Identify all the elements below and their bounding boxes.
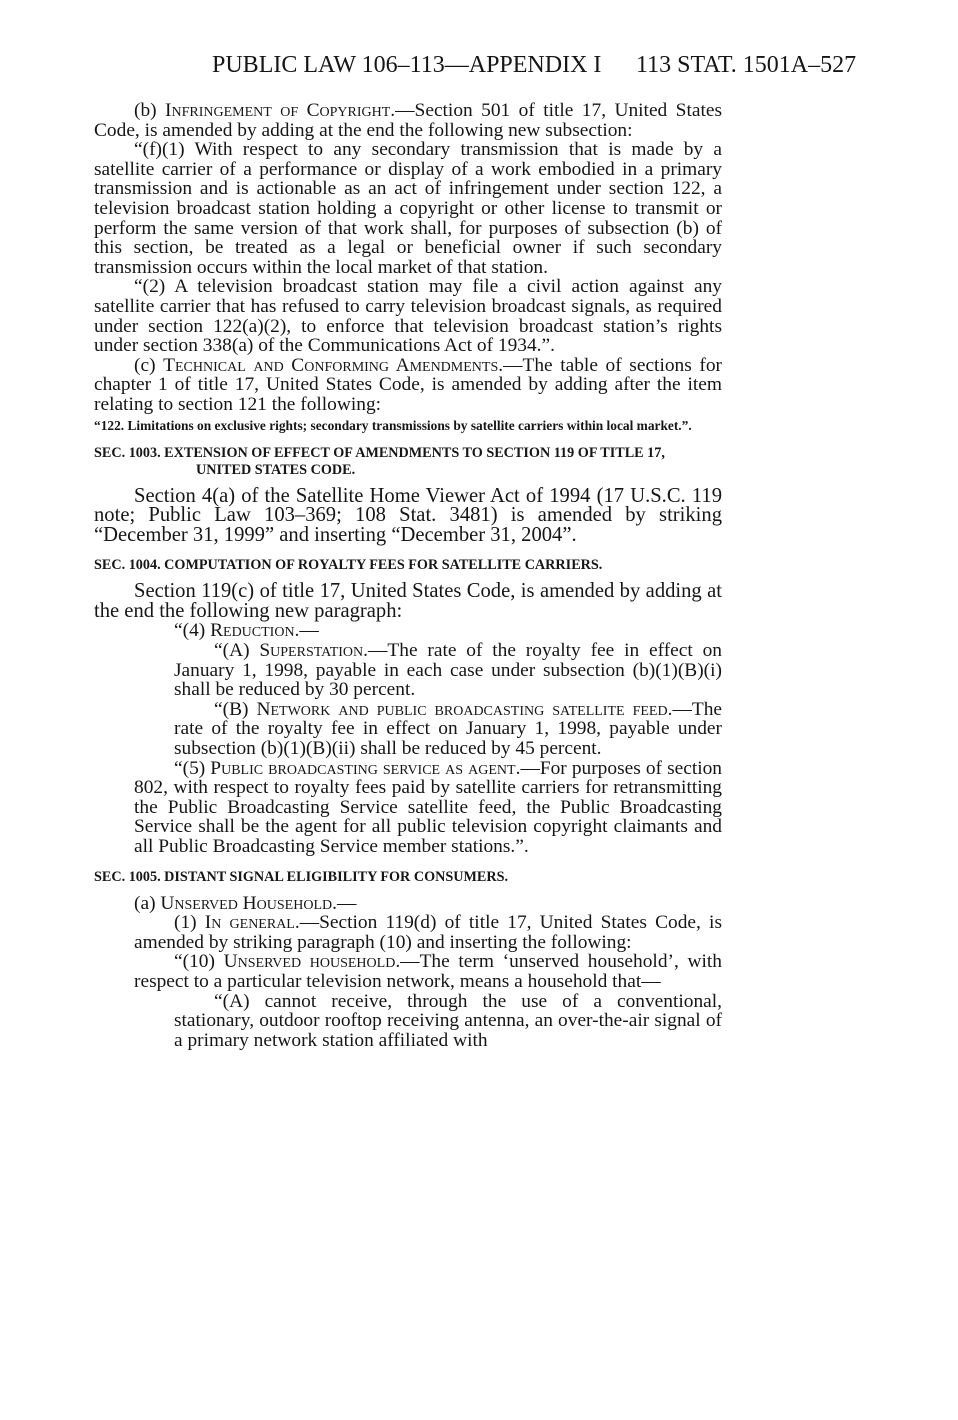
subparagraph-b-text: —The rate of the royalty fee in effect on January 1, 1998, payable under subsection (b)(1)(B)(ii) shall be reduced by 45 percent. bbox=[174, 698, 722, 760]
subsection-a-heading: Unserved Household. bbox=[160, 892, 337, 914]
section-1004-body: Section 119(c) of title 17, United States Code, is amended by adding at the end the following new paragraph: bbox=[94, 580, 722, 622]
subsection-b-label: (b) bbox=[134, 100, 166, 121]
subsection-c-label: (c) bbox=[134, 354, 164, 376]
new-subsection-f1-paragraph: “(f)(1) With respect to any secondary transmission that is made by a satellite carrier of a performance or display of a work embodied in a primary transmission and is actionable as an act of infringement under section 122, a television broadcast station holding a copyright or other license to transmit or perform the same version of that work shall, for purposes of subsection (b) of this section, be treated as a legal or beneficial owner if such secondary transmission occurs within the local market of that station. bbox=[94, 139, 722, 278]
subsection-b-heading: Infringement of Copyright. bbox=[165, 100, 396, 121]
subsection-c-heading: Technical and Conforming Amendments. bbox=[163, 354, 504, 376]
paragraph-4-heading: Reduction. bbox=[210, 620, 300, 642]
paragraph-5-pbs-agent bbox=[94, 759, 722, 857]
subparagraph-a-cannot-receive: “(A) cannot receive, through the use of a conventional, stationary, outdoor rooftop receiving antenna, an over-the-air signal of a primary network station affiliated with bbox=[174, 990, 722, 1051]
paragraph-4-label: “(4) bbox=[174, 620, 211, 642]
subsection-b-paragraph bbox=[94, 101, 722, 140]
subparagraph-a-superstation bbox=[94, 641, 722, 700]
subsection-a-label: (a) bbox=[134, 892, 161, 914]
subparagraph-b-network bbox=[94, 700, 722, 759]
subsection-a-text: — bbox=[336, 892, 357, 914]
paragraph-1-text: —Section 119(d) of title 17, United States Code, is amended by striking paragraph (10) and inserting the following: bbox=[134, 912, 722, 953]
subsection-a-unserved-household bbox=[94, 894, 722, 914]
new-subsection-f2-paragraph: “(2) A television broadcast station may file a civil action against any satellite carrier that has refused to carry television broadcast signals, as required under section 122(a)(2), to enforce that television broadcast station’s rights under section 338(a) of the Communications Act of 1934.”. bbox=[94, 276, 722, 357]
subparagraph-a-text: —The rate of the royalty fee in effect on January 1, 1998, payable in each case under subsection (b)(1)(B)(i) shall be reduced by 30 percent. bbox=[174, 640, 723, 701]
section-1004-heading: SEC. 1004. COMPUTATION OF ROYALTY FEES FOR SATELLITE CARRIERS. bbox=[94, 557, 603, 574]
subparagraph-a-label: “(A) bbox=[214, 640, 260, 662]
paragraph-5-label: “(5) bbox=[174, 757, 211, 779]
subsection-c-text: —The table of sections for chapter 1 of title 17, United States Code, is amended by adding after the item relating to section 121 the following: bbox=[94, 354, 722, 415]
body-text-column bbox=[94, 101, 722, 1050]
paragraph-4-text: — bbox=[299, 620, 319, 642]
running-header-page-number: 113 STAT. 1501A–527 bbox=[636, 52, 857, 78]
paragraph-5-text: —For purposes of section 802, with respect to royalty fees paid by satellite carriers for retransmitting the Public Broadcasting Service satellite feed, the Public Broadcasting Service shall be the agent for all public television copyright claimants and all Public Broadcasting Service member stations.”. bbox=[134, 757, 722, 857]
paragraph-1-label: (1) bbox=[174, 912, 205, 934]
subparagraph-b-heading: Network and public broadcasting satellite feed. bbox=[256, 698, 673, 720]
paragraph-5-heading: Public broadcasting service as agent. bbox=[210, 757, 521, 779]
paragraph-10-text: —The term ‘unserved household’, with respect to a particular television network, means a household that— bbox=[134, 951, 722, 992]
paragraph-10-unserved-household bbox=[94, 952, 722, 991]
paragraph-4-reduction bbox=[94, 621, 722, 641]
subparagraph-a-heading: Superstation. bbox=[259, 640, 369, 662]
subsection-b-text: —Section 501 of title 17, United States Code, is amended by adding at the end the following new subsection: bbox=[94, 100, 722, 141]
paragraph-1-in-general bbox=[94, 913, 722, 952]
table-of-sections-item: “122. Limitations on exclusive rights; secondary transmissions by satellite carriers within local market.”. bbox=[94, 417, 692, 433]
paragraph-10-heading: Unserved household. bbox=[223, 951, 401, 973]
subsection-c-paragraph bbox=[94, 356, 722, 415]
section-1005-heading: SEC. 1005. DISTANT SIGNAL ELIGIBILITY FOR CONSUMERS. bbox=[94, 868, 509, 885]
running-header-title: PUBLIC LAW 106–113—APPENDIX I bbox=[212, 52, 602, 78]
paragraph-10-label: “(10) bbox=[174, 951, 224, 973]
paragraph-1-heading: In general. bbox=[204, 912, 300, 934]
section-1003-body: Section 4(a) of the Satellite Home Viewer Act of 1994 (17 U.S.C. 119 note; Public Law 103–369; 108 Stat. 3481) is amended by striking “December 31, 1999” and inserting “December 31, 2004”. bbox=[94, 484, 722, 546]
section-1003-heading: SEC. 1003. EXTENSION OF EFFECT OF AMENDMENTS TO SECTION 119 OF TITLE 17, UNITED STATES CODE. bbox=[94, 444, 665, 478]
subparagraph-b-label: “(B) bbox=[214, 698, 257, 720]
